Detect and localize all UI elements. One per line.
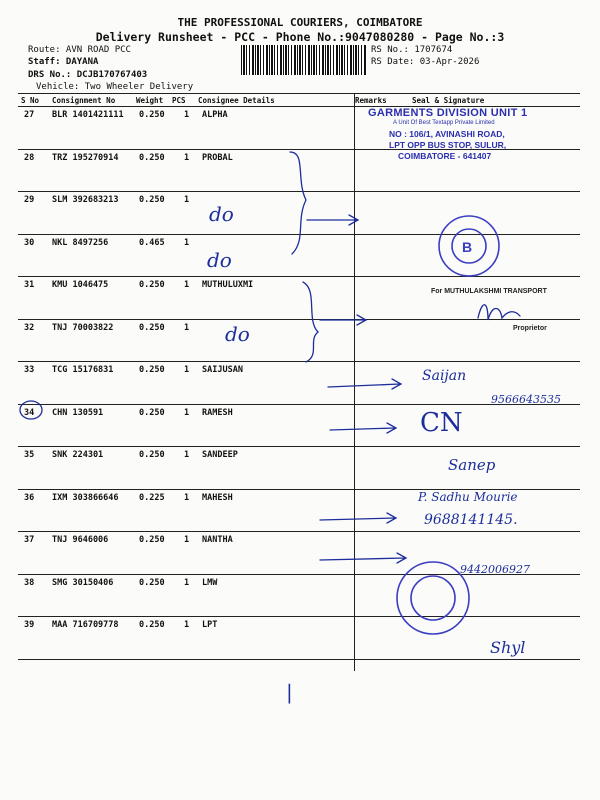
col-consignment: Consignment No xyxy=(52,96,116,105)
seal-center-letter: B xyxy=(462,239,473,255)
row-consignee: MUTHULUXMI xyxy=(202,280,254,290)
col-seal-signature: Seal & Signature xyxy=(412,96,485,105)
row-consignee: PROBAL xyxy=(202,152,233,163)
row-weight: 0.250 xyxy=(139,365,165,375)
ditto-mark-30: do xyxy=(207,248,232,272)
row-weight: 0.250 xyxy=(139,407,165,418)
row-pcs: 1 xyxy=(184,577,190,588)
row-consignee: MAHESH xyxy=(202,492,233,503)
col-pcs: PCS xyxy=(172,96,186,105)
row-weight: 0.250 xyxy=(139,280,165,290)
arrow-row-37 xyxy=(320,553,406,563)
row-sno: 27 xyxy=(24,110,35,120)
vehicle-label: Vehicle: Two Wheeler Delivery xyxy=(36,82,194,92)
row-sno: 39 xyxy=(24,620,35,630)
rs-date: RS Date: 03-Apr-2026 xyxy=(371,57,480,67)
row-pcs: 1 xyxy=(184,237,190,248)
row-consignment-no: SMG 30150406 xyxy=(52,577,114,588)
row-consignment-no: MAA 716709778 xyxy=(52,620,119,630)
row-consignment-no: TCG 15176831 xyxy=(52,365,114,375)
row-pcs: 1 xyxy=(184,152,190,163)
row-pcs: 1 xyxy=(184,407,190,418)
row-pcs: 1 xyxy=(184,450,190,460)
garments-stamp-line3: NO : 106/1, AVINASHI ROAD, xyxy=(389,129,505,139)
proprietor-label: Proprietor xyxy=(513,325,547,332)
col-sno: S No xyxy=(21,96,40,105)
row-pcs: 1 xyxy=(184,535,190,545)
phone-row-36: 9688141145. xyxy=(424,512,518,528)
proprietor-signature xyxy=(478,305,520,320)
signature-row-33: Saijan xyxy=(422,368,467,384)
document-title: THE PROFESSIONAL COURIERS, COIMBATORE xyxy=(177,16,423,29)
arrow-rows-28-30 xyxy=(307,215,358,225)
ditto-mark-29: do xyxy=(209,202,234,226)
signature-row-34: CN xyxy=(420,408,463,438)
garments-stamp-line2: A Unit Of Best Textapp Private Limited xyxy=(393,120,495,126)
garments-stamp-line1: GARMENTS DIVISION UNIT 1 xyxy=(368,107,528,119)
row-weight: 0.250 xyxy=(139,322,165,333)
row-sno: 32 xyxy=(24,322,35,333)
bottom-stroke: | xyxy=(286,680,293,704)
row-pcs: 1 xyxy=(184,195,190,205)
arrow-row-33 xyxy=(328,379,401,389)
row-consignment-no: BLR 1401421111 xyxy=(52,110,124,120)
row-weight: 0.225 xyxy=(139,492,165,503)
garments-stamp-line4: LPT OPP BUS STOP, SULUR, xyxy=(389,140,507,150)
row-sno: 29 xyxy=(24,195,35,205)
row-consignment-no: TNJ 70003822 xyxy=(52,322,114,333)
row-34-circle xyxy=(20,401,42,419)
row-sno: 28 xyxy=(24,152,35,163)
row-weight: 0.250 xyxy=(139,450,165,460)
row-consignment-no: IXM 303866646 xyxy=(52,492,119,503)
document-subtitle: Delivery Runsheet - PCC - Phone No.:9047080280 - Page No.:3 xyxy=(95,30,505,44)
row-consignee: SAIJUSAN xyxy=(202,365,243,375)
drs-number: DRS No.: DCJB170767403 xyxy=(28,70,148,80)
row-weight: 0.250 xyxy=(139,110,165,120)
row-consignment-no: TNJ 9646006 xyxy=(52,535,109,545)
signature-row-35: Sanep xyxy=(448,456,496,474)
row-consignee: RAMESH xyxy=(202,407,233,418)
signature-row-36: P. Sadhu Mourie xyxy=(418,490,518,504)
row-consignment-no: CHN 130591 xyxy=(52,407,104,418)
arrow-row-36 xyxy=(320,513,396,523)
row-consignment-no: KMU 1046475 xyxy=(52,280,109,290)
row-sno: 33 xyxy=(24,365,35,375)
row-weight: 0.250 xyxy=(139,620,165,630)
arrow-rows-31-32 xyxy=(320,315,366,325)
row-sno: 31 xyxy=(24,280,35,290)
row-pcs: 1 xyxy=(184,280,190,290)
transport-stamp: For MUTHULAKSHMI TRANSPORT xyxy=(431,288,547,295)
row-weight: 0.465 xyxy=(139,237,165,248)
row-sno: 36 xyxy=(24,492,35,503)
row-weight: 0.250 xyxy=(139,195,165,205)
staff-label: Staff: DAYANA xyxy=(28,57,99,67)
row-pcs: 1 xyxy=(184,492,190,503)
row-sno: 34 xyxy=(24,407,35,418)
lmw-stamp-outer xyxy=(397,562,469,634)
rs-number: RS No.: 1707674 xyxy=(371,45,453,55)
row-sno: 30 xyxy=(24,237,35,248)
arrow-row-34 xyxy=(330,423,396,433)
ditto-mark-32: do xyxy=(225,322,250,346)
row-consignee: LPT xyxy=(202,620,218,630)
col-consignee: Consignee Details xyxy=(198,96,275,105)
col-weight: Weight xyxy=(136,96,164,105)
col-remarks: Remarks xyxy=(355,96,387,105)
phone-row-34: 9566643535 xyxy=(491,393,561,406)
row-consignment-no: SNK 224301 xyxy=(52,450,104,460)
row-pcs: 1 xyxy=(184,620,190,630)
route-label: Route: AVN ROAD PCC xyxy=(28,45,131,55)
row-consignment-no: TRZ 195270914 xyxy=(52,152,119,163)
row-sno: 35 xyxy=(24,450,35,460)
row-weight: 0.250 xyxy=(139,152,165,163)
brace-rows-31-32 xyxy=(303,282,318,362)
row-consignee: NANTHA xyxy=(202,535,233,545)
garments-stamp-line5: COIMBATORE - 641407 xyxy=(398,151,492,161)
phone-row-37: 9442006927 xyxy=(460,563,530,576)
row-pcs: 1 xyxy=(184,365,190,375)
row-consignee: SANDEEP xyxy=(202,450,238,460)
row-sno: 38 xyxy=(24,577,35,588)
row-consignee: LMW xyxy=(202,577,218,588)
lmw-stamp-inner xyxy=(411,576,455,620)
row-pcs: 1 xyxy=(184,322,190,333)
row-consignee: ALPHA xyxy=(202,110,228,120)
row-consignment-no: SLM 392683213 xyxy=(52,195,119,205)
row-weight: 0.250 xyxy=(139,577,165,588)
brace-rows-28-30 xyxy=(290,152,306,254)
signature-row-39: Shyl xyxy=(490,638,526,657)
row-consignment-no: NKL 8497256 xyxy=(52,237,109,248)
row-sno: 37 xyxy=(24,535,35,545)
row-pcs: 1 xyxy=(184,110,190,120)
row-weight: 0.250 xyxy=(139,535,165,545)
